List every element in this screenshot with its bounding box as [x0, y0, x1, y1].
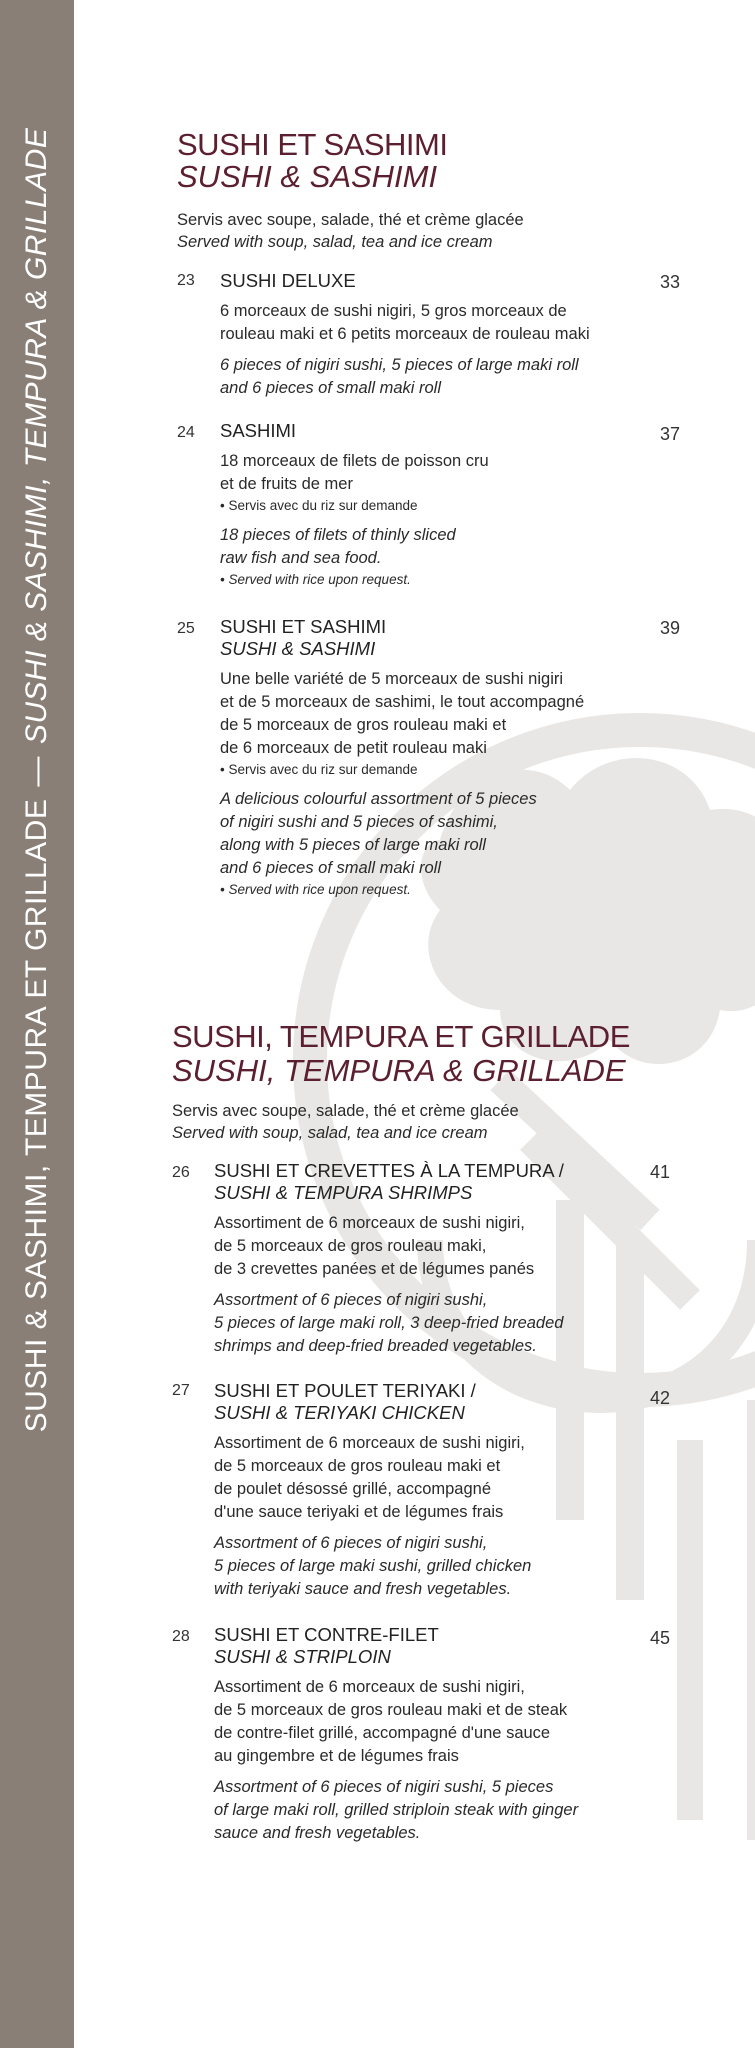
item-name-en: SUSHI & SASHIMI [220, 638, 376, 659]
item-name-en: SUSHI & TEMPURA SHRIMPS [214, 1182, 473, 1203]
menu-item [214, 1624, 664, 1845]
desc-line: 6 pieces of nigiri sushi, 5 pieces of large maki roll [220, 356, 579, 374]
desc-line: of large maki roll, grilled striploin steak with ginger [214, 1801, 579, 1819]
desc-line: and 6 pieces of small maki roll [220, 859, 442, 877]
desc-line: shrimps and deep-fried breaded vegetables. [214, 1337, 537, 1355]
desc-line: rouleau maki et 6 petits morceaux de rouleau maki [220, 325, 590, 343]
item-note-en: • Served with rice upon request. [220, 572, 411, 587]
item-price: 33 [660, 272, 681, 292]
desc-line: 18 pieces of filets of thinly sliced [220, 526, 456, 544]
section-subtitle-en: Served with soup, salad, tea and ice cream [172, 1124, 488, 1142]
item-price: 39 [660, 618, 681, 638]
section-title-fr: SUSHI ET SASHIMI [177, 127, 448, 162]
desc-line: A delicious colourful assortment of 5 pieces [220, 790, 537, 808]
desc-line: Assortment of 6 pieces of nigiri sushi, [214, 1534, 488, 1552]
item-name: SUSHI ET CREVETTES À LA TEMPURA / [214, 1160, 564, 1181]
item-number: 26 [172, 1164, 190, 1181]
menu-item [214, 1160, 654, 1358]
item-name: SUSHI ET CONTRE-FILET [214, 1624, 439, 1645]
section-subtitle [172, 1100, 519, 1144]
item-note-fr: • Servis avec du riz sur demande [220, 498, 418, 513]
menu-item [220, 616, 660, 900]
item-name-en: SUSHI & TERIYAKI CHICKEN [214, 1402, 465, 1423]
menu-item [220, 270, 640, 400]
desc-line: Assortiment de 6 morceaux de sushi nigiri, [214, 1678, 525, 1696]
item-description-en [220, 354, 640, 400]
desc-line: 6 morceaux de sushi nigiri, 5 gros morceaux de [220, 302, 567, 320]
sidebar-title-fr: SUSHI & SASHIMI, TEMPURA ET GRILLADE [20, 798, 53, 1433]
item-description-fr [214, 1432, 654, 1524]
item-name: SUSHI ET SASHIMI [220, 616, 387, 637]
item-description-fr [220, 668, 660, 780]
desc-line: and 6 pieces of small maki roll [220, 379, 442, 397]
item-price: 45 [650, 1628, 671, 1648]
desc-line: 5 pieces of large maki roll, 3 deep-fried breaded [214, 1314, 564, 1332]
desc-line: Assortiment de 6 morceaux de sushi nigiri, [214, 1214, 525, 1232]
desc-line: d'une sauce teriyaki et de légumes frais [214, 1503, 504, 1521]
item-description-en [214, 1776, 664, 1845]
item-description-fr [214, 1212, 654, 1281]
desc-line: au gingembre et de légumes frais [214, 1747, 459, 1765]
item-description-fr [220, 450, 640, 516]
menu-item [220, 420, 640, 590]
item-price: 37 [660, 424, 681, 444]
item-price: 41 [650, 1162, 671, 1182]
desc-line: de contre-filet grillé, accompagné d'une sauce [214, 1724, 551, 1742]
desc-line: de 3 crevettes panées et de légumes panés [214, 1260, 535, 1278]
desc-line: de 5 morceaux de gros rouleau maki, [214, 1237, 487, 1255]
desc-line: 5 pieces of large maki sushi, grilled chicken [214, 1557, 532, 1575]
desc-line: raw fish and sea food. [220, 549, 382, 567]
item-description-en [214, 1289, 654, 1358]
item-description-fr [220, 300, 640, 346]
section-title-en: SUSHI & SASHIMI [177, 159, 438, 194]
item-description-fr [214, 1676, 664, 1768]
item-name: SUSHI DELUXE [220, 270, 356, 291]
desc-line: Assortment of 6 pieces of nigiri sushi, [214, 1291, 488, 1309]
section-subtitle-fr: Servis avec soupe, salade, thé et crème glacée [172, 1102, 519, 1120]
section-title-fr: SUSHI, TEMPURA ET GRILLADE [172, 1019, 630, 1054]
desc-line: et de 5 morceaux de sashimi, le tout accompagné [220, 693, 585, 711]
section-subtitle [177, 209, 524, 253]
item-number: 25 [177, 620, 195, 637]
desc-line: of nigiri sushi and 5 pieces of sashimi, [220, 813, 498, 831]
item-note-fr: • Servis avec du riz sur demande [220, 762, 418, 777]
desc-line: Assortment of 6 pieces of nigiri sushi, 5 pieces [214, 1778, 554, 1796]
item-note-en: • Served with rice upon request. [220, 882, 411, 897]
item-number: 27 [172, 1382, 190, 1399]
item-description-en [214, 1532, 654, 1601]
desc-line: 18 morceaux de filets de poisson cru [220, 452, 489, 470]
item-name: SUSHI ET POULET TERIYAKI / [214, 1380, 476, 1401]
section-subtitle-en: Served with soup, salad, tea and ice cream [177, 233, 493, 251]
section-title-en: SUSHI, TEMPURA & GRILLADE [172, 1053, 626, 1088]
section-subtitle-fr: Servis avec soupe, salade, thé et crème glacée [177, 211, 524, 229]
desc-line: Une belle variété de 5 morceaux de sushi nigiri [220, 670, 564, 688]
desc-line: with teriyaki sauce and fresh vegetables. [214, 1580, 512, 1598]
item-description-en [220, 524, 640, 590]
item-name-en: SUSHI & STRIPLOIN [214, 1646, 391, 1667]
item-price: 42 [650, 1388, 671, 1408]
menu-item [214, 1380, 654, 1601]
desc-line: de 5 morceaux de gros rouleau maki et [214, 1457, 501, 1475]
item-number: 24 [177, 424, 195, 441]
desc-line: along with 5 pieces of large maki roll [220, 836, 486, 854]
item-name: SASHIMI [220, 420, 297, 441]
desc-line: et de fruits de mer [220, 475, 353, 493]
desc-line: de poulet désossé grillé, accompagné [214, 1480, 492, 1498]
desc-line: sauce and fresh vegetables. [214, 1824, 421, 1842]
sidebar-title-en: SUSHI & SASHIMI, TEMPURA & GRILLADE [20, 127, 53, 745]
desc-line: Assortiment de 6 morceaux de sushi nigiri, [214, 1434, 525, 1452]
desc-line: de 5 morceaux de gros rouleau maki et [220, 716, 507, 734]
sidebar-title-dash: — [20, 756, 53, 787]
desc-line: de 6 morceaux de petit rouleau maki [220, 739, 487, 757]
item-number: 23 [177, 272, 195, 289]
item-number: 28 [172, 1628, 190, 1645]
desc-line: de 5 morceaux de gros rouleau maki et de steak [214, 1701, 568, 1719]
item-description-en [220, 788, 660, 900]
